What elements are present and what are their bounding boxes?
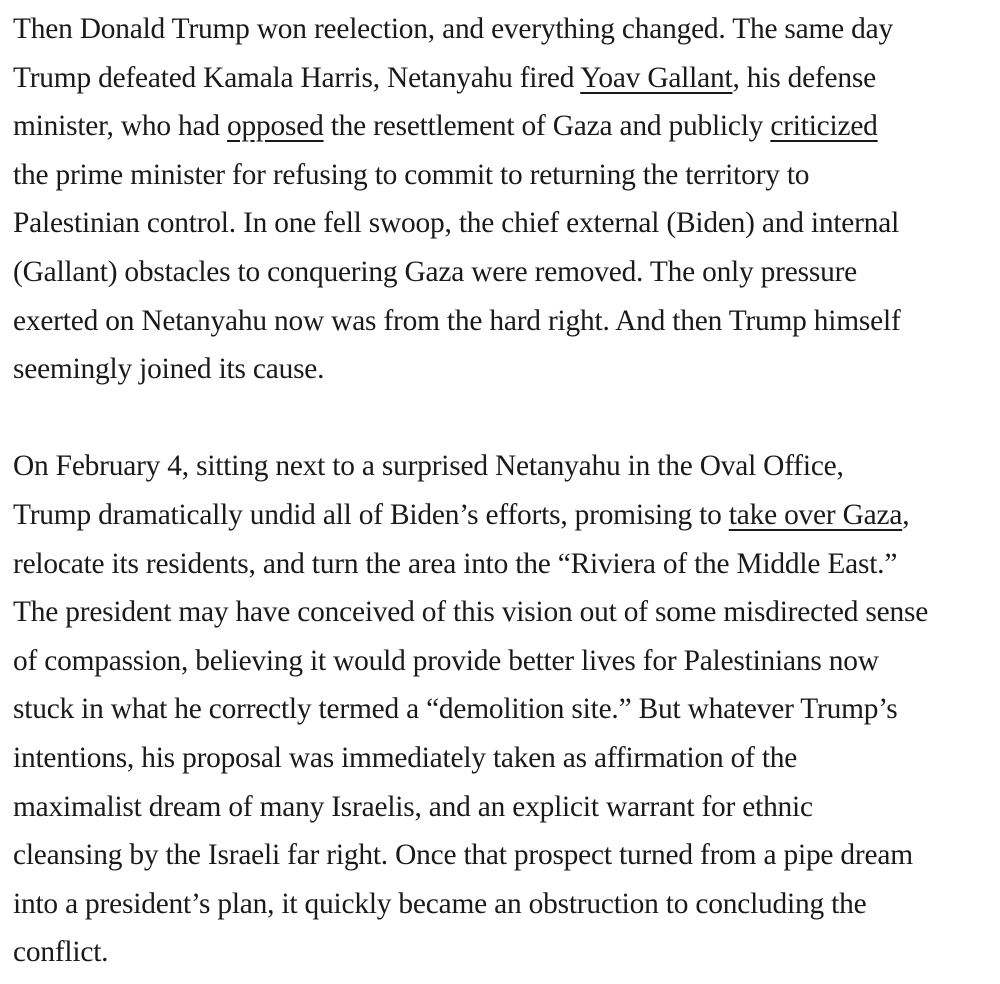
text-line (13, 5, 998, 54)
text-segment: Trump defeated Kamala Harris, Netanyahu fired (13, 61, 581, 94)
inline-link[interactable]: Yoav Gallant (580, 61, 733, 94)
text-line (13, 685, 998, 734)
inline-link[interactable]: take over Gaza (728, 498, 903, 531)
text-segment: of compassion, believing it would provide better lives for Palestinians now (13, 644, 879, 677)
text-line (13, 102, 998, 151)
text-segment: into a president’s plan, it quickly became an obstruction to concluding the (13, 887, 867, 920)
text-line (13, 734, 998, 783)
text-segment: maximalist dream of many Israelis, and an explicit warrant for ethnic (13, 790, 813, 823)
inline-link[interactable]: opposed (227, 110, 324, 143)
text-line (13, 783, 998, 832)
text-segment: , his defense (732, 61, 876, 94)
text-line (13, 588, 998, 637)
text-segment: minister, who had (13, 110, 227, 143)
text-line (13, 880, 998, 929)
text-segment: On February 4, sitting next to a surprised Netanyahu in the Oval Office, (13, 450, 844, 483)
text-segment: conflict. (13, 936, 109, 969)
text-line (13, 831, 998, 880)
text-line (13, 297, 998, 346)
text-segment: , (902, 498, 910, 531)
text-line (13, 248, 998, 297)
text-line (13, 637, 998, 686)
inline-link[interactable]: criticized (770, 110, 878, 143)
text-line (13, 345, 998, 394)
paragraph-gap (13, 394, 998, 443)
article-body (13, 5, 998, 977)
text-segment: stuck in what he correctly termed a “demolition site.” But whatever Trump’s (13, 693, 898, 726)
text-segment: relocate its residents, and turn the area into the “Riviera of the Middle East.” (13, 547, 898, 580)
text-segment: the resettlement of Gaza and publicly (323, 110, 771, 143)
text-line (13, 54, 998, 103)
text-line (13, 151, 998, 200)
text-segment: Trump dramatically undid all of Biden’s efforts, promising to (13, 498, 729, 531)
text-segment: seemingly joined its cause. (13, 353, 325, 386)
text-line (13, 199, 998, 248)
paragraph-2 (13, 442, 998, 977)
text-line (13, 491, 998, 540)
paragraph-1 (13, 5, 998, 394)
text-segment: the prime minister for refusing to commit to returning the territory to (13, 158, 810, 191)
text-line (13, 442, 998, 491)
text-line (13, 540, 998, 589)
text-segment: intentions, his proposal was immediately taken as affirmation of the (13, 741, 798, 774)
text-segment: The president may have conceived of this vision out of some misdirected sense (13, 596, 929, 629)
text-segment: cleansing by the Israeli far right. Once that prospect turned from a pipe dream (13, 839, 913, 872)
text-segment: Palestinian control. In one fell swoop, the chief external (Biden) and internal (13, 207, 900, 240)
text-segment: (Gallant) obstacles to conquering Gaza were removed. The only pressure (13, 255, 857, 288)
text-segment: exerted on Netanyahu now was from the hard right. And then Trump himself (13, 304, 901, 337)
text-segment: Then Donald Trump won reelection, and everything changed. The same day (13, 13, 894, 45)
text-line (13, 928, 998, 977)
